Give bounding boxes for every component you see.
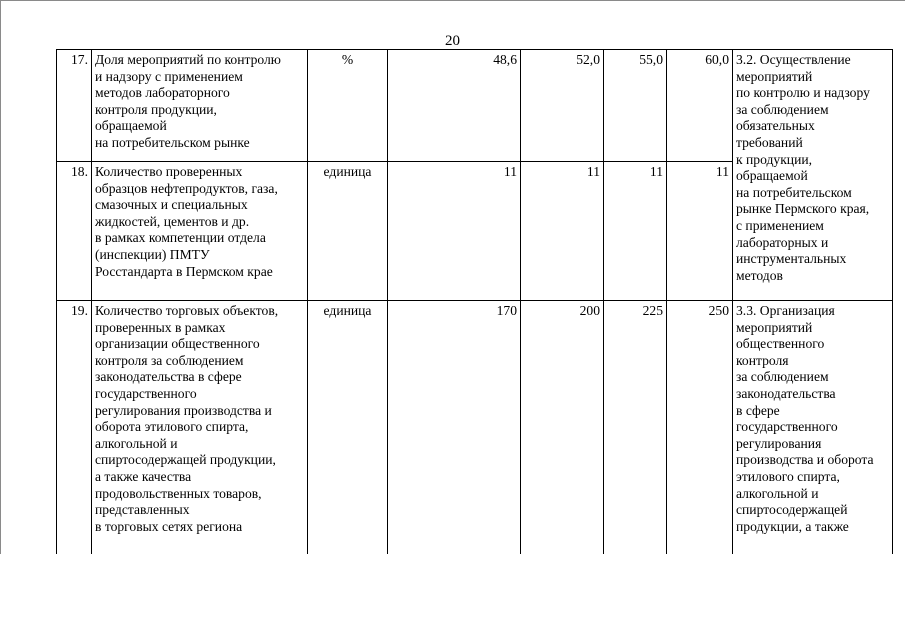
unit-cell: единица — [308, 301, 388, 561]
value-cell: 11 — [521, 162, 604, 301]
page-edge-left — [0, 0, 1, 640]
row-number: 17. — [57, 50, 92, 162]
page-number: 20 — [445, 33, 460, 49]
value-cell: 11 — [604, 162, 667, 301]
value-cell: 52,0 — [521, 50, 604, 162]
indicator-name: Количество торговых объектов, проверенных в рамках организации общественного контроля за соблюдением законодательства в сфере государственного регулирования производства и оборота этилового спирта, алкогольной и спиртосодержащей продукции, а также качества продовольственных товаров, представленных в торговых сетях региона — [92, 301, 308, 561]
activity-cell: 3.3. Организация мероприятий общественного контроля за соблюдением законодательства в сфере государственного регулирования производства и оборота этилового спирта, алкогольной и спиртосодержащей продукции, а также — [733, 301, 893, 561]
value-cell: 11 — [667, 162, 733, 301]
unit-cell: единица — [308, 162, 388, 301]
value-cell: 170 — [388, 301, 521, 561]
value-cell: 200 — [521, 301, 604, 561]
indicators-table — [56, 49, 893, 561]
page-edge-top — [0, 0, 905, 1]
indicator-name: Доля мероприятий по контролю и надзору с применением методов лабораторного контроля продукции, обращаемой на потребительском рынке — [92, 50, 308, 162]
value-cell: 48,6 — [388, 50, 521, 162]
value-cell: 225 — [604, 301, 667, 561]
page-bottom-margin — [0, 554, 905, 640]
table-row-17 — [57, 50, 893, 162]
row-number: 19. — [57, 301, 92, 561]
indicator-name: Количество проверенных образцов нефтепродуктов, газа, смазочных и специальных жидкостей, цементов и др. в рамках компетенции отдела (инспекции) ПМТУ Росстандарта в Пермском крае — [92, 162, 308, 301]
table-row-19 — [57, 301, 893, 561]
value-cell: 250 — [667, 301, 733, 561]
value-cell: 60,0 — [667, 50, 733, 162]
activity-cell: 3.2. Осуществление мероприятий по контролю и надзору за соблюдением обязательных требований к продукции, обращаемой на потребительском рынке Пермского края, с применением лабораторных и инструментальных методов — [733, 50, 893, 301]
row-number: 18. — [57, 162, 92, 301]
value-cell: 11 — [388, 162, 521, 301]
value-cell: 55,0 — [604, 50, 667, 162]
unit-cell: % — [308, 50, 388, 162]
